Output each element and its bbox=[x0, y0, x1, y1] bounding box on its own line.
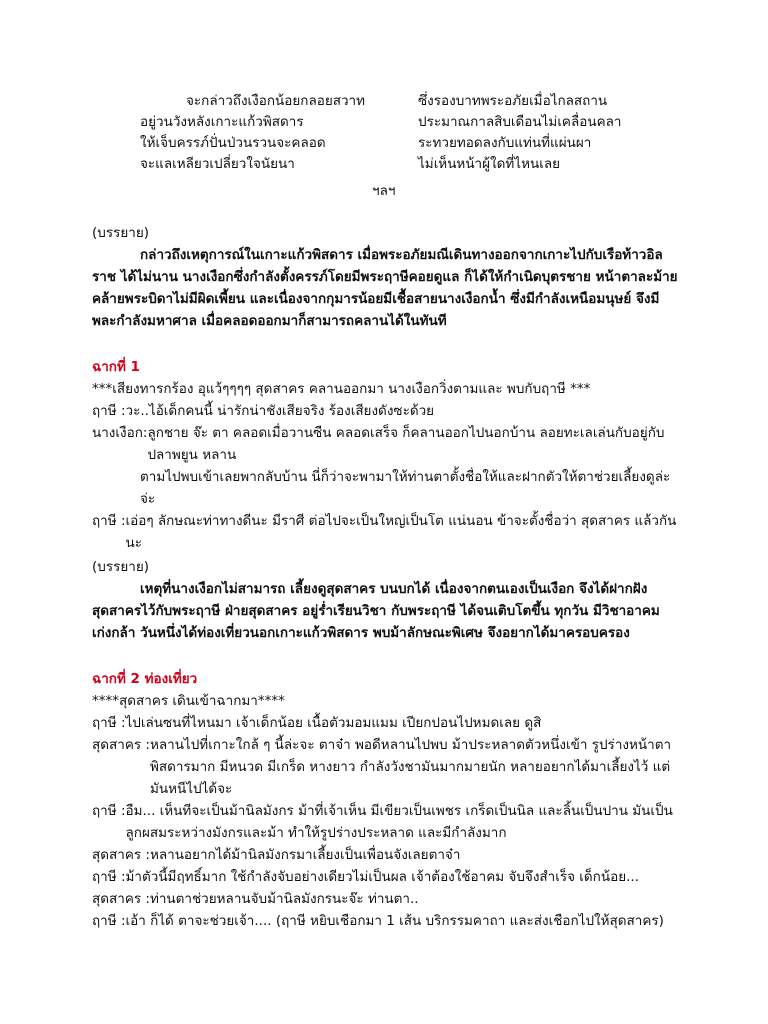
narration-1 bbox=[92, 222, 680, 332]
dialogue-text: ไปเล่นซนที่ไหนมา เจ้าเด็กน้อย เนื้อตัวมอมแมม เปียกปอนไปหมดเลย ดูสิ bbox=[125, 715, 542, 731]
poem-line: ซึ่งรองบาทพระอภัยเมื่อไกลสถาน bbox=[418, 93, 608, 109]
poem-line: ประมาณกาลสิบเดือนไม่เคลื่อนคลา bbox=[418, 114, 622, 130]
scene-heading: ฉากที่ 1 bbox=[92, 359, 140, 375]
speaker: สุดสาคร : bbox=[92, 891, 150, 907]
narration-heading: (บรรยาย) bbox=[92, 559, 150, 575]
dialogue-text: หลานไปที่เกาะใกล้ ๆ นี้ล่ะจะ ตาจ๋า พอดีหลานไปพบ ม้าประหลาดตัวหนึ่งเข้า รูปร่างหน้าตาพิสดารมาก มีหนวด มีเกร็ด หางยาว กำลังวังชามันมากมายนัก หลายอยากได้มาเลี้ยงไว้ แต่มันหนีไปได้จะ bbox=[149, 737, 672, 797]
speaker: ฤาษี : bbox=[92, 803, 126, 819]
dialogue-text: ลูกชาย จ๊ะ ตา คลอดเมื่อวานซืน คลอดเสร็จ ก็คลานออกไปนอกบ้าน ลอยทะเลเล่นกับอยู่กับปลาพยูน หลาน bbox=[147, 425, 665, 463]
dialogue-text: ม้าตัวนี้มีฤทธิ์มาก ใช้กำลังจับอย่างเดียวไม่เป็นผล เจ้าต้องใช้อาคม จับจึงสำเร็จ เด็กน้อย... bbox=[125, 869, 639, 885]
narration-heading: (บรรยาย) bbox=[92, 225, 150, 241]
poem-line: จะแลเหลียวเปลี่ยวใจนัยนา bbox=[140, 156, 295, 172]
dialogue-text: ท่านตาช่วยหลานจับม้านิลมังกรนะจ๊ะ ท่านตา.. bbox=[149, 891, 419, 907]
dialogue-text: วะ..ไอ้เด็กคนนี้ น่ารักน่าชังเสียจริง ร้องเสียงดังซะด้วย bbox=[125, 403, 435, 419]
poem-verse bbox=[0, 90, 768, 174]
dialogue-line bbox=[92, 734, 680, 800]
dialogue-line bbox=[92, 800, 680, 844]
speaker: ฤาษี : bbox=[92, 715, 126, 731]
dialogue-text: หลานอยากได้ม้านิลมังกรมาเลี้ยงเป็นเพื่อนจังเลยตาจ๋า bbox=[149, 847, 461, 863]
dialogue-line bbox=[92, 510, 680, 554]
dialogue-line bbox=[92, 910, 680, 932]
stage-direction: ****สุดสาคร เดินเข้าฉากมา**** bbox=[92, 693, 285, 709]
poem-line: ไม่เห็นหน้าผู้ใดที่ไหนเลย bbox=[418, 156, 561, 172]
narration-text: กล่าวถึงเหตุการณ์ในเกาะแก้วพิสดาร เมื่อพระอภัยมณีเดินทางออกจากเกาะไปกับเรือท้าวอิลราช ได้ไม่นาน นางเงือกซึ่งกำลังตั้งครรภ์โดยมีพระฤาษีคอยดูแล ก็ได้ให้กำเนิดบุตรชาย หน้าตาละม้ายคล้ายพระบิดาไม่มีผิดเพี้ยน และเนื่องจากกุมารน้อยมีเชื้อสายนางเงือกน้ำ ซึ่งมีกำลังเหนือมนุษย์ จึงมีพละกำลังมหาศาล เมื่อคลอดออกมาก็สามารถคลานได้ในทันที bbox=[92, 247, 678, 329]
dialogue-continuation: ตามไปพบเข้าเลยพากลับบ้าน นี่ก็ว่าจะพามาให้ท่านตาตั้งชื่อให้และฝากตัวให้ตาช่วยเลี้ยงดูล่ะจ่ะ bbox=[140, 469, 671, 507]
dialogue-line bbox=[92, 888, 680, 910]
scene-2 bbox=[92, 668, 680, 932]
speaker: สุดสาคร : bbox=[92, 737, 150, 753]
speaker: ฤาษี : bbox=[92, 403, 126, 419]
scene-heading: ฉากที่ 2 ท่องเที่ยว bbox=[92, 671, 198, 687]
speaker: สุดสาคร : bbox=[92, 847, 150, 863]
dialogue-text: เอ่อๆ ลักษณะท่าทางดีนะ มีราศี ต่อไปจะเป็นใหญ่เป็นโต แน่นอน ข้าจะตั้งชื่อว่า สุดสาคร แล้วกันนะ bbox=[125, 513, 677, 551]
speaker: ฤาษี : bbox=[92, 913, 126, 929]
dialogue-line bbox=[92, 422, 680, 466]
speaker: ฤาษี : bbox=[92, 513, 126, 529]
dialogue-text: อืม... เห็นทีจะเป็นม้านิลมังกร ม้าที่เจ้าเห็น มีเขียวเป็นเพชร เกร็ดเป็นนิล และลิ้นเป็นปาน มันเป็นลูกผสมระหว่างมังกรและม้า ทำให้รูปร่างประหลาด และมีกำลังมาก bbox=[125, 803, 673, 841]
narration-2 bbox=[92, 556, 680, 644]
poem-row bbox=[0, 90, 768, 111]
poem-line: จะกล่าวถึงเงือกน้อยกลอยสวาท bbox=[186, 93, 366, 109]
dialogue-line bbox=[92, 844, 680, 866]
dialogue-line bbox=[92, 866, 680, 888]
dialogue-line bbox=[92, 712, 680, 734]
poem-line: ระทวยทอดลงกับแท่นที่แผ่นผา bbox=[418, 135, 592, 151]
poem-row bbox=[0, 111, 768, 132]
poem-line: ให้เจ็บครรภ์ปั่นป่วนรวนจะคลอด bbox=[140, 135, 326, 151]
speaker: ฤาษี : bbox=[92, 869, 126, 885]
poem-line: อยู่วนวังหลังเกาะแก้วพิสดาร bbox=[140, 114, 304, 130]
narration-text: เหตุที่นางเงือกไม่สามารถ เลี้ยงดูสุดสาคร บนบกได้ เนื่องจากตนเองเป็นเงือก จึงได้ฝากฝังสุดสาครไว้กับพระฤาษี ฝ่ายสุดสาคร อยู่ร่ำเรียนวิชา กับพระฤาษี ได้จนเติบโตขึ้น ทุกวัน มีวิชาอาคม เก่งกล้า วันหนึ่งได้ท่องเที่ยวนอกเกาะแก้วพิสดาร พบม้าลักษณะพิเศษ จึงอยากได้มาครอบครอง bbox=[92, 581, 660, 641]
dialogue-text: เอ้า ก็ได้ ตาจะช่วยเจ้า.... (ฤาษี หยิบเชือกมา 1 เส้น บริกรรมคาถา และส่งเชือกไปให้สุดสาคร) bbox=[125, 913, 664, 929]
scene-1 bbox=[92, 356, 680, 554]
poem-etc-mark: ฯลฯ bbox=[372, 183, 396, 199]
dialogue-line bbox=[92, 400, 680, 422]
poem-row bbox=[0, 153, 768, 174]
speaker: นางเงือก: bbox=[92, 425, 148, 441]
poem-row bbox=[0, 132, 768, 153]
stage-direction: ***เสียงทารกร้อง อุแว้ๆๆๆๆ สุดสาคร คลานออกมา นางเงือกวิ่งตามและ พบกับฤาษี *** bbox=[92, 381, 591, 397]
